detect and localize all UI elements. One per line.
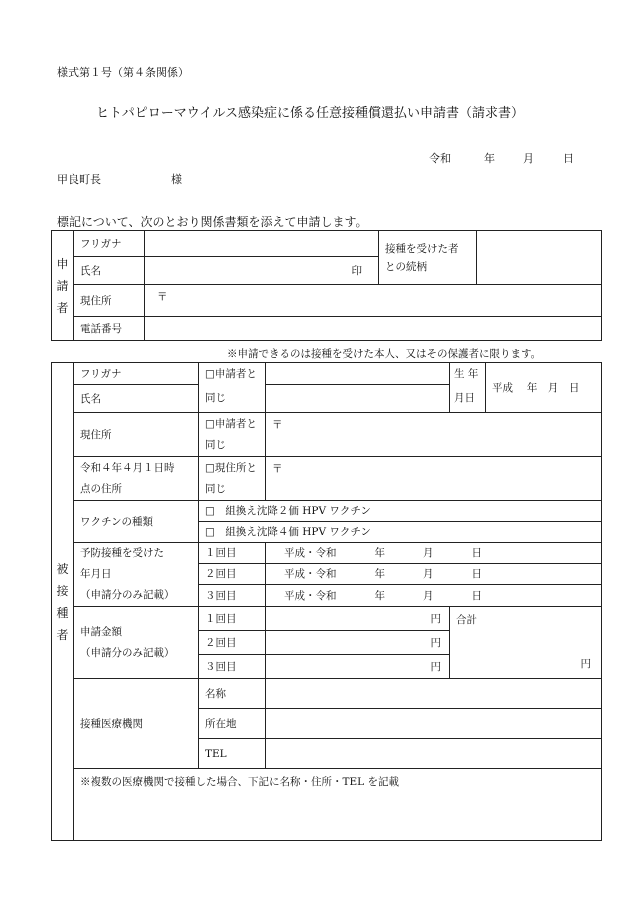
dose-1-label: １回目 (199, 543, 266, 564)
recipient-furigana-field[interactable] (266, 363, 450, 385)
amount-dose-3-label: ３回目 (199, 655, 266, 679)
relation-label: 接種を受けた者 との続柄 (379, 231, 477, 285)
applicant-furigana-label: フリガナ (74, 231, 145, 257)
applicant-table (51, 230, 602, 341)
dose-2-date-field[interactable]: 平成・令和 年 月 日 (266, 564, 602, 585)
vaccine-option-4-valent[interactable]: □ 組換え沈降４価 HPV ワクチン (199, 522, 602, 543)
recipient-address-field[interactable] (266, 413, 602, 457)
amount-dose-2-label: ２回目 (199, 631, 266, 655)
recipient-address-same-checkbox[interactable]: □申請者と 同じ (199, 413, 266, 457)
amount-label: 申請金額 （申請分のみ記載） (74, 607, 199, 679)
applicant-address-field[interactable] (145, 285, 602, 317)
birth-label-bottom: 月日 (450, 385, 486, 413)
amount-total-field[interactable] (450, 607, 602, 679)
addressee-name: 甲良町長 (57, 173, 101, 186)
address-r4-label: 令和４年４月１日時 点の住所 (74, 457, 199, 501)
date-day[interactable]: 日 (563, 152, 574, 165)
postal-mark: 〒 (157, 291, 168, 303)
recipient-address-label: 現住所 (74, 413, 199, 457)
birth-label-top: 生 年 (450, 363, 486, 385)
multi-clinic-note: ※複数の医療機関で接種した場合、下記に名称・住所・TEL を記載 (80, 776, 399, 788)
clinic-name-field[interactable] (266, 679, 602, 709)
birth-date-field[interactable]: 平成 年 月 日 (486, 363, 602, 413)
same-as-current-checkbox[interactable]: □現住所と 同じ (199, 457, 266, 501)
addressee-honorific: 様 (171, 173, 182, 186)
recipient-name-field[interactable] (266, 385, 450, 413)
recipient-postal-mark: 〒 (272, 419, 283, 431)
amount-dose-3-field[interactable]: 円 (266, 655, 450, 679)
recipient-furigana-label: フリガナ (74, 363, 199, 385)
clinic-address-field[interactable] (266, 709, 602, 739)
clinic-tel-field[interactable] (266, 739, 602, 769)
recipient-table (51, 362, 602, 841)
clinic-address-label: 所在地 (199, 709, 266, 739)
dose-1-date-field[interactable]: 平成・令和 年 月 日 (266, 543, 602, 564)
total-unit: 円 (580, 658, 592, 670)
recipient-name-label: 氏名 (74, 385, 199, 413)
applicant-phone-label: 電話番号 (74, 317, 145, 341)
dose-2-label: ２回目 (199, 564, 266, 585)
clinic-label: 接種医療機関 (74, 679, 199, 769)
dose-3-label: ３回目 (199, 585, 266, 607)
amount-dose-1-field[interactable]: 円 (266, 607, 450, 631)
recipient-section-label: 被 接 種 者 (52, 363, 74, 841)
applicant-note: ※申請できるのは接種を受けた本人、又はその保護者に限ります。 (227, 348, 542, 360)
address-r4-field[interactable] (266, 457, 602, 501)
page-title: ヒトパピローマウイルス感染症に係る任意接種償還払い申請書（請求書） (96, 106, 524, 121)
dose-3-date-field[interactable]: 平成・令和 年 月 日 (266, 585, 602, 607)
form-number: 様式第１号（第４条関係） (57, 66, 189, 79)
date-year[interactable]: 年 (484, 152, 495, 165)
amount-dose-1-label: １回目 (199, 607, 266, 631)
applicant-furigana-field[interactable] (145, 231, 379, 257)
applicant-name-field[interactable] (145, 257, 379, 285)
address-r4-postal-mark: 〒 (272, 463, 283, 475)
applicant-address-label: 現住所 (74, 285, 145, 317)
applicant-name-label: 氏名 (74, 257, 145, 285)
date-month[interactable]: 月 (523, 152, 534, 165)
vaccine-option-2-valent[interactable]: □ 組換え沈降２価 HPV ワクチン (199, 501, 602, 522)
vaccination-date-label: 予防接種を受けた 年月日 （申請分のみ記載） (74, 543, 199, 607)
same-as-applicant-text: 同じ (199, 385, 266, 413)
applicant-section-label: 申 請 者 (52, 231, 74, 341)
relation-field[interactable] (477, 231, 602, 285)
seal-mark: 印 (351, 264, 362, 277)
clinic-name-label: 名称 (199, 679, 266, 709)
amount-dose-2-field[interactable]: 円 (266, 631, 450, 655)
multi-clinic-note-field[interactable] (74, 769, 602, 841)
vaccine-type-label: ワクチンの種類 (74, 501, 199, 543)
applicant-phone-field[interactable] (145, 317, 602, 341)
same-as-applicant-checkbox[interactable]: □申請者と (199, 363, 266, 385)
intro-text: 標記について、次のとおり関係書類を添えて申請します。 (57, 215, 368, 229)
clinic-tel-label: TEL (199, 739, 266, 769)
total-label: 合計 (456, 614, 478, 626)
date-era: 令和 (429, 152, 451, 165)
